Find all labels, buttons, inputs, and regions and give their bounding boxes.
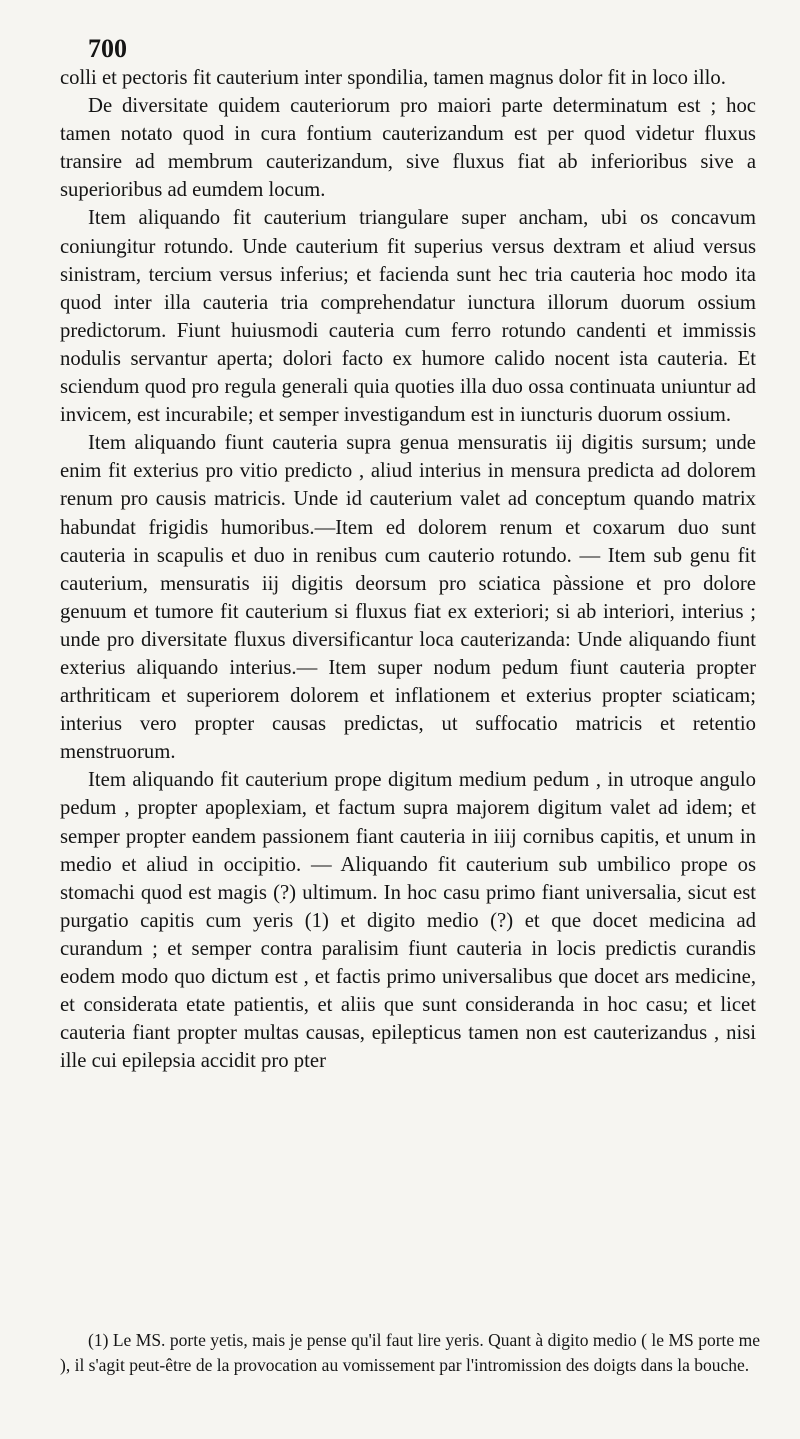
- paragraph: colli et pectoris fit cauterium inter spondilia, tamen magnus dolor fit in loco illo.: [60, 67, 726, 89]
- body-text: [60, 64, 756, 1075]
- paragraph: Item aliquando fit cauterium triangulare super ancham, ubi os concavum coniungitur rotundo. Unde cauterium fit superius versus dextram et aliud versus sinistram, tercium versus inferius; et facienda sunt hec tria cauteria hoc modo ita quod inter illa cauteria tria comprehendatur iunctura illorum duorum ossium predictorum. Fiunt huiusmodi cauteria cum ferro rotundo candenti et immissis nodulis servantur aperta; dolori facto ex humore calido nocent ista cauteria. Et sciendum quod pro regula generali quia quoties illa duo ossa continuata uniuntur ad invicem, est incurabile; et semper investigandum est in iuncturis duorum ossium.: [60, 207, 756, 427]
- paragraph: Item aliquando fiunt cauteria supra genua mensuratis iij digitis sursum; unde enim fit exterius pro vitio predicto , aliud interius in mensura predicta ad dolorem renum pro causis matricis. Unde id cauterium valet ad conceptum quando matrix habundat frigidis humoribus.—Item ed dolorem renum et coxarum duo sunt cauteria in scapulis et duo in renibus cum cauterio rotundo. — Item sub genu fit cauterium, mensuratis iij digitis deorsum pro sciatica pàssione et pro dolore genuum et tumore fit cauterium si fluxus fiat ex exteriori; si ab interiori, interius ; unde pro diversitate fluxus diversificantur loca cauterizanda: Unde aliquando fiunt exterius aliquando interius.— Item super nodum pedum fiunt cauteria propter arthriticam et superiorem dolorem et inflationem et exterius propter sciaticam; interius vero propter causas predictas, ut suffocatio matricis et retentio menstruorum.: [60, 432, 756, 764]
- footnote: (1) Le MS. porte yetis, mais je pense qu'il faut lire yeris. Quant à digito medio ( le MS porte me ), il s'agit peut-être de la provocation au vomissement par l'intromission des doigts dans la bouche.: [60, 1330, 760, 1375]
- footnotes: [60, 1328, 760, 1378]
- paragraph: Item aliquando fit cauterium prope digitum medium pedum , in utroque angulo pedum , propter apoplexiam, et factum supra majorem digitum valet ad idem; et semper propter eandem passionem fiant cauteria in iiij cornibus capitis, et unum in medio et aliud in occipitio. — Aliquando fit cauterium sub umbilico prope os stomachi quod est magis (?) ultimum. In hoc casu primo fiant universalia, sicut est purgatio capitis cum yeris (1) et digito medio (?) et que docet medicina ad curandum ; et semper contra paralisim fiunt cauteria in locis predictis curandis eodem modo quo dictum est , et factis primo universalibus que docet ars medicine, et considerata etate patientis, et aliis que sunt consideranda in hoc casu; et licet cauteria fiant propter multas causas, epilepticus tamen non est cauterizandus , nisi ille cui epilepsia accidit pro pter: [60, 769, 756, 1073]
- page-number: 700: [88, 34, 127, 63]
- paragraph: De diversitate quidem cauteriorum pro maiori parte determinatum est ; hoc tamen notato quod in cura fontium cauterizandum est per quod videtur fluxus transire ad membrum cauterizandum, sive fluxus fiat ab inferioribus sive a superioribus ad eumdem locum.: [60, 95, 756, 202]
